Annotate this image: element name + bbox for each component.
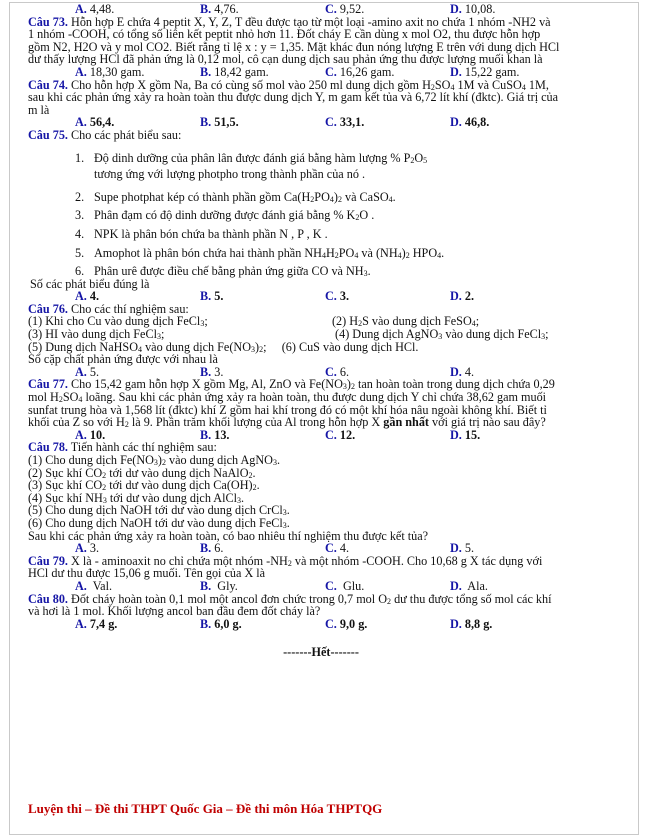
option[interactable]: A. 7,4 g. <box>75 616 118 631</box>
question-74 <box>28 79 614 129</box>
option[interactable]: A. Val. <box>75 578 113 593</box>
option[interactable]: D. 10,08. <box>450 2 496 16</box>
option[interactable]: A. 56,4. <box>75 115 115 130</box>
option[interactable]: A. 3. <box>75 541 100 556</box>
question-label: Câu 73. <box>28 14 68 29</box>
option[interactable]: D. Ala. <box>450 578 488 593</box>
question-intro: Cho các phát biểu sau: <box>67 127 182 142</box>
option[interactable]: C. 12. <box>325 427 356 442</box>
question-label: Câu 76. <box>28 301 68 316</box>
experiment-item: (1) Cho dung dịch $Fe(NO_3)_2$ vào dung dịch AgNO$_3$. <box>28 453 280 467</box>
option[interactable]: A. 5. <box>75 364 100 379</box>
option[interactable]: D. 5. <box>450 541 475 556</box>
option[interactable]: C. 9,0 g. <box>325 616 368 631</box>
question-text: sau khi các phản ứng xảy ra hoàn toàn thu được dung dịch Y, m gam kết tủa và 6,72 lít khí (đktc). Giá trị của <box>28 90 559 105</box>
question-label: Câu 74. <box>28 77 68 92</box>
option[interactable]: C. 9,52. <box>325 2 365 16</box>
option[interactable]: C. Glu. <box>325 578 365 593</box>
option[interactable]: D. 8,8 g. <box>450 616 493 631</box>
option[interactable]: D. 46,8. <box>450 115 490 130</box>
question-text: 1 nhóm -COOH, có tổng số liên kết peptit nhỏ hơn 11. Đốt cháy E cần dùng x mol O2, thu được hỗn hợp <box>28 27 541 42</box>
option[interactable]: C. 6. <box>325 364 350 379</box>
question-76 <box>28 303 614 379</box>
statement: 3. Phân đạm có độ dinh dưỡng được đánh giá bằng % $K_2O$ . <box>75 208 375 223</box>
question-intro: Tiến hành các thí nghiệm sau: <box>67 440 217 455</box>
option[interactable]: B. 3. <box>200 364 224 379</box>
option-text: 10,08. <box>464 2 496 16</box>
option-text: 9,52. <box>339 2 365 16</box>
question-prompt: Số các phát biểu đúng là <box>30 276 150 291</box>
statement-cont: tương ứng với lượng photpho trong thành phần của nó . <box>94 167 366 182</box>
option[interactable]: D. 2. <box>450 289 475 304</box>
question-prompt: Số cặp chất phản ứng được với nhau là <box>28 352 218 367</box>
question-text: Cho hỗn hợp X gồm Na, Ba có cùng số mol vào 250 ml dung dịch gồm $H_2SO_4$ 1M và CuSO$_4$ 1M, <box>67 77 549 92</box>
experiment-item: (2) Sục khí $CO_2$ tới dư vào dung dịch NaAlO$_2$. <box>28 465 256 480</box>
question-label: Câu 78. <box>28 440 68 455</box>
question-79 <box>28 555 614 593</box>
options <box>28 618 614 631</box>
question-text: sunfat trung hòa và 1,568 lít (đktc) khí Z gồm hai khí trong đó có một khí hóa nâu ngoài không khí. Biết tỉ <box>28 402 547 417</box>
question-label: Câu 79. <box>28 553 68 568</box>
experiment-item: (5) Cho dung dịch NaOH tới dư vào dung dịch CrCl$_3$. <box>28 503 290 518</box>
question-text: Cho 15,42 gam hỗn hợp X gồm Mg, Al, ZnO và $Fe(NO_3)_2$ tan hoàn toàn trong dung dịch chứa 0,29 <box>67 377 555 392</box>
option[interactable]: C. 33,1. <box>325 115 365 130</box>
experiment-row: (5) Dung dịch NaHSO$_4$ vào dung dịch $Fe(NO_3)_2$; (6) CuS vào dung dịch HCl. <box>28 339 419 354</box>
question-text: dư thấy lượng HCl đã phản ứng là 0,12 mol, cô cạn dung dịch sau phản ứng thu được lượng muối khan là <box>28 52 543 67</box>
option[interactable]: B. 6. <box>200 541 224 556</box>
statement: 6. Phân urê được điều chế bằng phản ứng giữa CO và $NH_3$. <box>75 264 371 279</box>
statement: 4. NPK là phân bón chứa ba thành phần N , P , K . <box>75 226 328 241</box>
question-text: m là <box>28 102 50 117</box>
option[interactable]: B. 4,76. <box>200 2 239 16</box>
options <box>28 542 614 555</box>
statement-list <box>28 152 614 278</box>
option[interactable]: B. 13. <box>200 427 230 442</box>
option[interactable]: B. 6,0 g. <box>200 616 242 631</box>
question-text: Đốt cháy hoàn toàn 0,1 mol một ancol đơn chức trong 0,7 mol $O_2$ dư thu được tổng số mol các khí <box>67 591 552 606</box>
question-label: Câu 77. <box>28 377 68 392</box>
option-text: 4,48. <box>89 2 115 16</box>
options <box>28 580 614 593</box>
question-intro: Cho các thí nghiệm sau: <box>67 301 189 316</box>
option[interactable]: D. 15. <box>450 427 481 442</box>
option[interactable]: D. 4. <box>450 364 475 379</box>
statement: 1. Độ dinh dưỡng của phân lân được đánh giá bằng hàm lượng % $P_2O_5$ <box>75 150 428 165</box>
question-75 <box>28 129 614 303</box>
option[interactable]: A. 4,48. <box>75 2 115 16</box>
option[interactable]: B. 18,42 gam. <box>200 64 269 79</box>
question-label: Câu 80. <box>28 591 68 606</box>
option[interactable]: B. 5. <box>200 289 224 304</box>
exam-page <box>28 3 614 659</box>
option[interactable]: B. 51,5. <box>200 115 239 130</box>
statement: 5. Amophot là phân bón chứa hai thành phần $NH_4H_2PO_4$ và $(NH_4)_2$ $HPO_4$. <box>75 245 445 260</box>
question-78 <box>28 441 614 554</box>
question-prompt: Sau khi các phản ứng xảy ra hoàn toàn, có bao nhiêu thí nghiệm thu được kết tủa? <box>28 528 429 543</box>
question-77 <box>28 378 614 441</box>
experiment-row: (1) Khi cho Cu vào dung dịch FeCl$_3$; (2) $H_2S$ vào dung dịch FeSO$_4$; <box>28 314 480 329</box>
question-text: Hỗn hợp E chứa 4 peptit X, Y, Z, T đều được tạo từ một loại -amino axit no chứa 1 nhóm -NH2 và <box>67 14 551 29</box>
option[interactable]: A. 4. <box>75 289 100 304</box>
question-text: gồm N2, H2O và y mol CO2. Biết rằng tỉ lệ x : y = 1,35. Mặt khác đun nóng lượng E trên với dung dịch HCl <box>28 39 560 54</box>
options <box>28 66 614 79</box>
end-mark: -------Hết------- <box>283 645 359 660</box>
option[interactable]: A. 10. <box>75 427 106 442</box>
experiment-row: (3) HI vào dung dịch FeCl$_3$; (4) Dung dịch AgNO$_3$ vào dung dịch FeCl$_3$; <box>28 327 549 342</box>
option[interactable]: C. 4. <box>325 541 350 556</box>
experiment-item: (4) Sục khí $NH_3$ tới dư vào dung dịch AlCl$_3$. <box>28 490 245 505</box>
option[interactable]: C. 3. <box>325 289 350 304</box>
option-text: 4,76. <box>214 2 239 16</box>
experiment-item: (6) Cho dung dịch NaOH tới dư vào dung dịch FeCl$_3$. <box>28 515 290 530</box>
question-text: khối của Z so với $H_2$ là 9. Phần trăm khối lượng của Al trong hỗn hợp X gần nhất với giá trị nào sau đây? <box>28 415 546 430</box>
question-text: và hơi là 1 mol. Khối lượng ancol ban đầu đem đốt cháy là? <box>28 604 321 619</box>
question-73 <box>28 16 614 79</box>
question-text: HCl dư thu được 15,06 g muối. Tên gọi của X là <box>28 566 266 581</box>
option[interactable]: C. 16,26 gam. <box>325 64 395 79</box>
statement: 2. Supe photphat kép có thành phần gồm $Ca(H_2PO_4)_2$ và CaSO$_4$. <box>75 189 396 204</box>
option[interactable]: D. 15,22 gam. <box>450 64 520 79</box>
option[interactable]: A. 18,30 gam. <box>75 64 145 79</box>
question-label: Câu 75. <box>28 127 68 142</box>
footer-title: Luyện thi – Đề thi THPT Quốc Gia – Đề thi môn Hóa THPTQG <box>28 801 383 816</box>
question-text: X là - aminoaxit no chỉ chứa một nhóm $-NH_2$ và một nhóm -COOH. Cho 10,68 g X tác dụng với <box>67 553 543 568</box>
option[interactable]: B. Gly. <box>200 578 238 593</box>
question-80 <box>28 593 614 631</box>
experiment-item: (3) Sục khí $CO_2$ tới dư vào dung dịch $Ca(OH)_2$. <box>28 478 260 493</box>
question-text: mol $H_2SO_4$ loãng. Sau khi các phản ứng xảy ra hoàn toàn, thu được dung dịch Y chỉ chứa 38,62 gam muối <box>28 390 547 405</box>
